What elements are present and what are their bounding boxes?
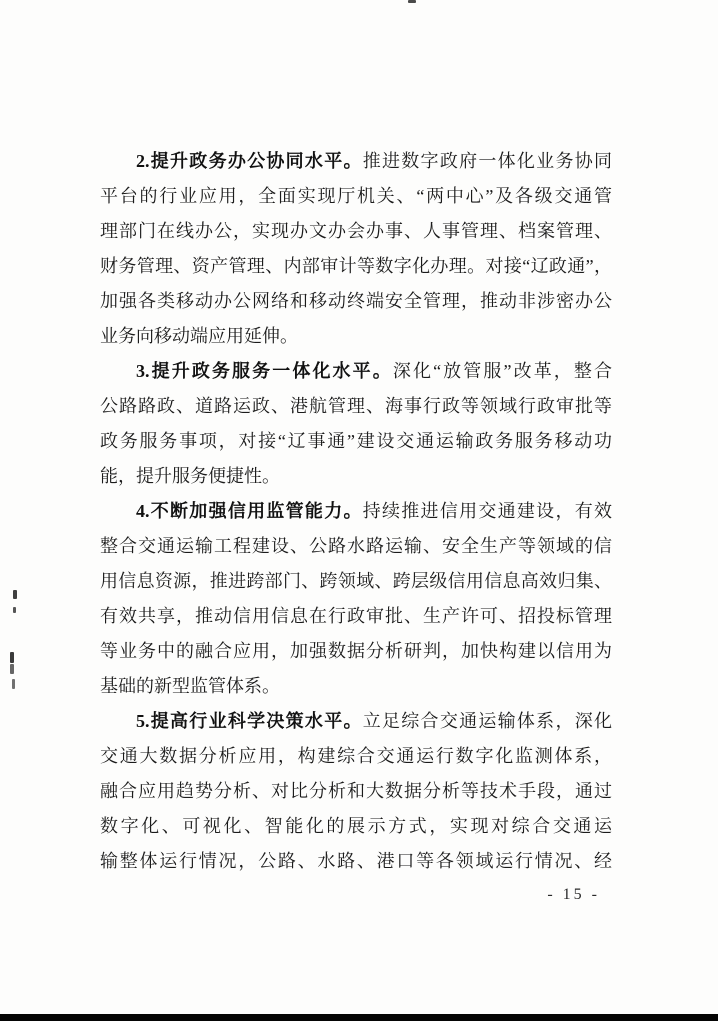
text-line: [100, 494, 612, 529]
paragraph-text: 融合应用趋势分析、对比分析和大数据分析等技术手段，通过: [100, 781, 612, 801]
text-line: [100, 529, 612, 564]
scan-edge-bar: [0, 1014, 718, 1021]
scan-artifact: [10, 652, 14, 663]
paragraph-text: 理部门在线办公，实现办文办会办事、人事管理、档案管理、: [100, 221, 612, 241]
text-line: [100, 249, 612, 284]
paragraph-lead-text: 3.提升政务服务一体化水平。: [136, 361, 393, 381]
paragraph-text: 有效共享，推动信用信息在行政审批、生产许可、招投标管理: [100, 606, 612, 626]
paragraph-text: 用信息资源，推进跨部门、跨领域、跨层级信用信息高效归集、: [100, 571, 612, 591]
scan-artifact: [13, 590, 17, 599]
paragraph: [100, 144, 612, 354]
paragraph-lead-text: 5.提高行业科学决策水平。: [136, 711, 363, 731]
paragraph-lead-text: 4.不断加强信用监管能力。: [136, 501, 363, 521]
scan-artifact: [408, 0, 416, 3]
paragraph-text: 立足综合交通运输体系，深化: [362, 711, 612, 731]
scan-artifact: [12, 679, 15, 689]
scan-artifact: [13, 607, 16, 613]
paragraph: [100, 354, 612, 494]
text-line: [100, 424, 612, 459]
paragraph-text: 加强各类移动办公网络和移动终端安全管理，推动非涉密办公: [100, 291, 612, 311]
paragraph-text: 输整体运行情况，公路、水路、港口等各领域运行情况、经: [100, 851, 612, 871]
text-line: [100, 599, 612, 634]
paragraph-text: 能，提升服务便捷性。: [100, 466, 280, 486]
document-body: [100, 144, 612, 879]
text-line: [100, 774, 612, 809]
text-line: [100, 739, 612, 774]
page-number: - 15 -: [547, 886, 600, 903]
text-line: [100, 634, 612, 669]
text-line: [100, 179, 612, 214]
paragraph-text: 整合交通运输工程建设、公路水路运输、安全生产等领域的信: [100, 536, 612, 556]
paragraph-text: 持续推进信用交通建设，有效: [362, 501, 612, 521]
paragraph-text: 推进数字政府一体化业务协同: [362, 151, 612, 171]
text-line: [100, 284, 612, 319]
paragraph-text: 基础的新型监管体系。: [100, 676, 280, 696]
paragraph-text: 业务向移动端应用延伸。: [100, 326, 298, 346]
paragraph-lead-text: 2.提升政务办公协同水平。: [136, 151, 363, 171]
text-line: [100, 459, 612, 494]
scan-artifact: [10, 664, 14, 674]
paragraph-text: 数字化、可视化、智能化的展示方式，实现对综合交通运: [100, 816, 612, 836]
paragraph-text: 财务管理、资产管理、内部审计等数字化办理。对接“辽政通”，: [100, 256, 612, 276]
text-line: [100, 704, 612, 739]
paragraph: [100, 494, 612, 704]
text-line: [100, 319, 612, 354]
text-line: [100, 144, 612, 179]
paragraph-text: 深化“放管服”改革，整合: [392, 361, 612, 381]
paragraph-text: 交通大数据分析应用，构建综合交通运行数字化监测体系，: [100, 746, 612, 766]
paragraph-text: 公路路政、道路运政、港航管理、海事行政等领域行政审批等: [100, 396, 612, 416]
paragraph: [100, 704, 612, 879]
paragraph-text: 等业务中的融合应用，加强数据分析研判，加快构建以信用为: [100, 641, 612, 661]
text-line: [100, 354, 612, 389]
text-line: [100, 809, 612, 844]
text-line: [100, 669, 612, 704]
paragraph-text: 平台的行业应用，全面实现厅机关、“两中心”及各级交通管: [100, 186, 612, 206]
text-line: [100, 214, 612, 249]
text-line: [100, 564, 612, 599]
text-line: [100, 844, 612, 879]
text-line: [100, 389, 612, 424]
paragraph-text: 政务服务事项，对接“辽事通”建设交通运输政务服务移动功: [100, 431, 612, 451]
